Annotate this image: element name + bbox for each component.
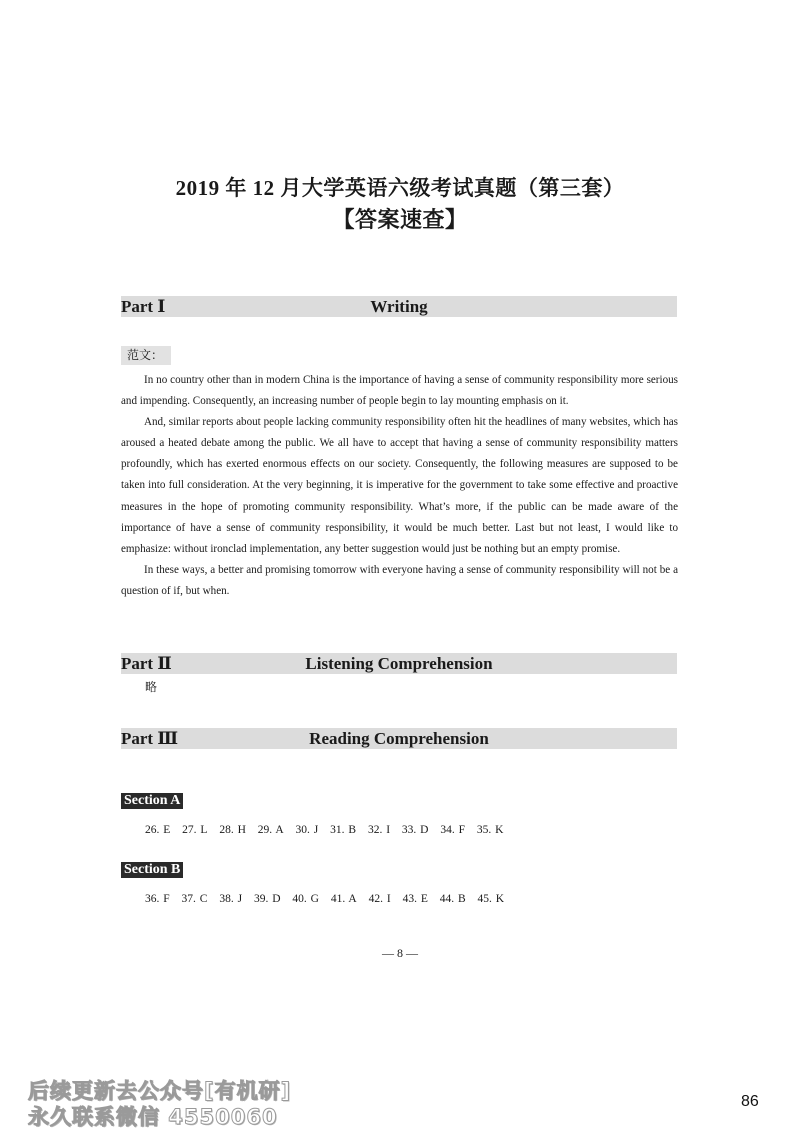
answer-item: 33. D [401,824,429,836]
part2-name: Listening Comprehension [305,654,493,673]
answer-item: 42. I [368,893,391,905]
answer-item: 30. J [295,824,319,836]
part2-header [121,653,677,674]
listening-note: 略 [145,680,158,694]
answer-item: 35. K [476,824,504,836]
answer-item: 32. I [367,824,391,836]
part1-label: Part Ⅰ [121,297,166,316]
answer-item: 43. E [402,893,428,905]
answer-item: 31. B [330,824,357,836]
answer-item: 39. D [253,893,281,905]
answer-item: 40. G [292,893,319,905]
answer-item: 41. A [330,893,357,905]
watermark-line-1: 后续更新去公众号[有机研] [28,1079,292,1103]
answer-item: 27. L [182,824,208,836]
section-b-tag: Section B [121,862,183,878]
part3-label: Part Ⅲ [121,729,179,748]
part3-name: Reading Comprehension [309,729,489,748]
section-a-answers [145,824,511,836]
answer-item: 45. K [477,893,505,905]
document-subtitle: 【答案速查】 [332,207,468,232]
sample-essay-tag: 范文： [121,346,171,365]
part1-header [121,296,677,317]
part3-header [121,728,677,749]
essay-paragraph-1: In no country other than in modern China is the importance of having a sense of community responsibility more serious and impending. Consequently, an increasing number of people begin to lay mounting emphasis on it. [121,374,678,408]
part2-label: Part Ⅱ [121,654,172,673]
page-number: — 8 — [382,946,418,960]
answer-item: 38. J [219,893,243,905]
section-a-tag: Section A [121,793,183,809]
answer-item: 44. B [439,893,466,905]
answer-item: 36. F [145,893,170,905]
essay-paragraph-3: In these ways, a better and promising tomorrow with everyone having a sense of community responsibility will not be a question of if, but when. [121,563,678,597]
document-title: 2019 年 12 月大学英语六级考试真题（第三套） [175,176,625,200]
answer-item: 28. H [219,824,246,836]
watermark-line-2: 永久联系微信 4550060 [28,1105,278,1129]
answer-item: 29. A [257,824,284,836]
answer-item: 26. E [145,824,171,836]
section-b-answers [145,893,512,905]
answer-item: 37. C [181,893,208,905]
sheet-number: 86 [741,1093,759,1110]
part1-name: Writing [370,297,428,316]
sample-essay [121,370,678,602]
essay-paragraph-2: And, similar reports about people lacking community responsibility often hit the headlines of many websites, which has aroused a heated debate among the public. We all have to accept that having a sense of community responsibility matters profoundly, which has exerted enormous effects on our society. Consequently, the following measures are supposed to be taken into full consideration. At the very beginning, it is imperative for the government to take some effective and proactive measures in the hope of promoting community responsibility. What’s more, if the public can be made aware of the importance of have a sense of community responsibility, it would be much better. Last but not least, I would like to emphasize: without ironclad implementation, any better suggestion would just be nothing but an empty promise. [121,416,678,555]
answer-item: 34. F [440,824,466,836]
